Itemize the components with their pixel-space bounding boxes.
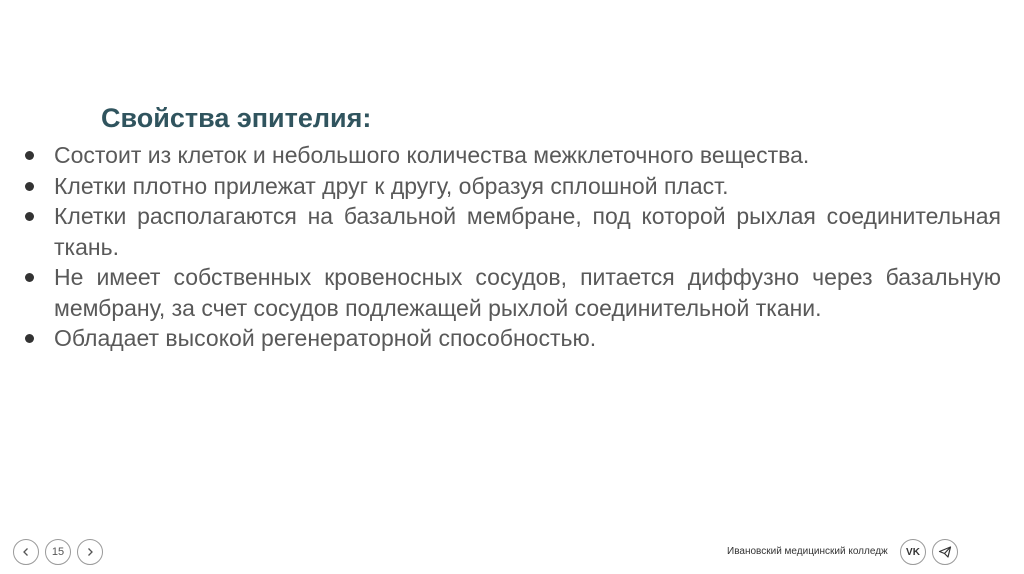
bullet-dot-icon — [25, 151, 34, 160]
previous-slide-button[interactable] — [13, 539, 39, 565]
bullet-text: Состоит из клеток и небольшого количества межклеточного вещества. — [54, 142, 810, 168]
bullet-text: Обладает высокой регенераторной способностью. — [54, 325, 597, 351]
organization-name: Ивановский медицинский колледж — [727, 546, 888, 557]
bullet-item — [21, 171, 1001, 202]
vk-icon: VK — [906, 546, 920, 558]
bullet-text: Клетки плотно прилежат друг к другу, образуя сплошной пласт. — [54, 172, 729, 199]
share-icons — [900, 539, 958, 565]
slide-title: Свойства эпителия: — [101, 103, 372, 133]
chevron-left-icon — [21, 547, 31, 557]
slide-navigation — [13, 539, 103, 565]
bullet-item — [21, 140, 1001, 171]
next-slide-button[interactable] — [77, 539, 103, 565]
bullet-item — [21, 201, 1001, 262]
bullet-list — [21, 140, 1001, 354]
vk-share-button[interactable] — [900, 539, 926, 565]
bullet-item — [21, 262, 1001, 323]
bullet-text: Клетки располагаются на базальной мембране, под которой рыхлая соединительная ткань. — [54, 203, 1001, 260]
bullet-dot-icon — [25, 182, 34, 191]
bullet-text: Не имеет собственных кровеносных сосудов, питается диффузно через базальную мембрану, за счет сосудов подлежащей рыхлой соединительной ткани. — [54, 264, 1001, 321]
page-number: 15 — [45, 539, 71, 565]
bullet-item — [21, 323, 1001, 354]
bullet-dot-icon — [25, 273, 34, 282]
chevron-right-icon — [85, 547, 95, 557]
bullet-dot-icon — [25, 212, 34, 221]
telegram-send-icon — [938, 545, 952, 559]
bullet-dot-icon — [25, 334, 34, 343]
telegram-share-button[interactable] — [932, 539, 958, 565]
